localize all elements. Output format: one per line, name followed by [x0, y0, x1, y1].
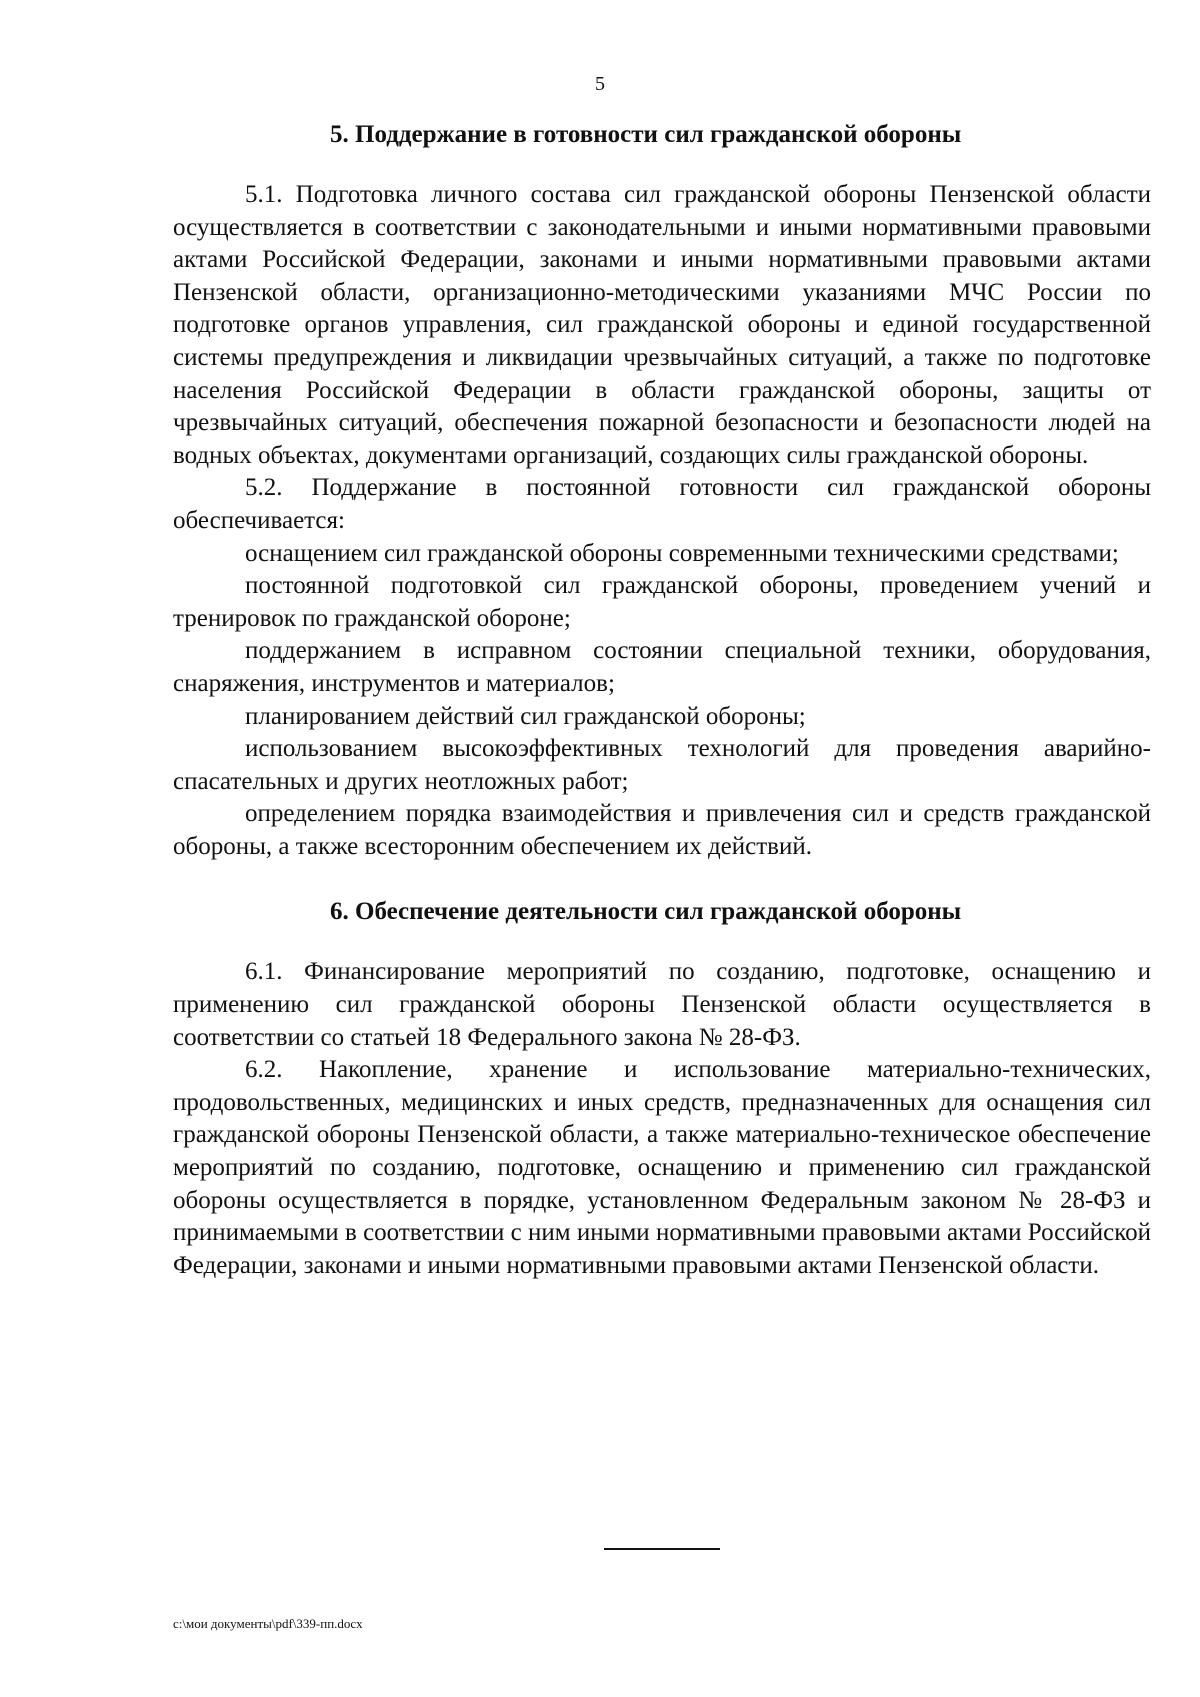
paragraph-6-1: 6.1. Финансирование мероприятий по созданию, подготовке, оснащению и применению сил гражданской обороны Пензенской области осуществляется в соответствии со статьей 18 Федерального закона № 28-ФЗ.: [173, 958, 1151, 1051]
spacer: [173, 151, 1151, 179]
list-item: использованием высокоэффективных технологий для проведения аварийно-спасательных и других неотложных работ;: [173, 735, 1151, 795]
footer-file-path: c:\мои документы\pdf\339-пп.docx: [173, 1616, 363, 1631]
list-item: поддержанием в исправном состоянии специальной техники, оборудования, снаряжения, инструментов и материалов;: [173, 637, 1151, 697]
spacer: [173, 928, 1151, 956]
list-item: планированием действий сил гражданской обороны;: [245, 702, 806, 730]
list-item: постоянной подготовкой сил гражданской обороны, проведением учений и тренировок по гражданской обороне;: [173, 572, 1151, 632]
paragraph-6-2: 6.2. Накопление, хранение и использование материально-технических, продовольственных, медицинских и иных средств, предназначенных для оснащения сил гражданской обороны Пензенской области, а также материально-техническое обеспечение мероприятий по созданию, подготовке, оснащению и применению сил гражданской обороны осуществляется в порядке, установленном Федеральным законом № 28-ФЗ и принимаемыми в соответствии с ним иными нормативными правовыми актами Российской Федерации, законами и иными нормативными правовыми актами Пензенской области.: [173, 1056, 1151, 1279]
page-number: 5: [595, 73, 605, 95]
section-heading-5: 5. Поддержание в готовности сил гражданской обороны: [330, 121, 962, 148]
list-item: определением порядка взаимодействия и привлечения сил и средств гражданской обороны, а также всесторонним обеспечением их действий.: [173, 800, 1151, 860]
paragraph-5-2: 5.2. Поддержание в постоянной готовности сил гражданской обороны обеспечивается:: [173, 474, 1151, 534]
end-of-document-rule: [604, 1548, 720, 1550]
document-body: [173, 119, 1151, 1282]
list-item: оснащением сил гражданской обороны современными техническими средствами;: [245, 539, 1119, 567]
spacer: [173, 863, 1151, 896]
section-heading-6: 6. Обеспечение деятельности сил гражданской обороны: [330, 898, 962, 926]
paragraph-5-1: 5.1. Подготовка личного состава сил гражданской обороны Пензенской области осуществляется в соответствии с законодательными и иными нормативными правовыми актами Российской Федерации, законами и иными нормативными правовыми актами Пензенской области, организационно-методическими указаниями МЧС России по подготовке органов управления, сил гражданской обороны и единой государственной системы предупреждения и ликвидации чрезвычайных ситуаций, а также по подготовке населения Российской Федерации в области гражданской обороны, защиты от чрезвычайных ситуаций, обеспечения пожарной безопасности и безопасности людей на водных объектах, документами организаций, создающих силы гражданской обороны.: [173, 181, 1151, 469]
